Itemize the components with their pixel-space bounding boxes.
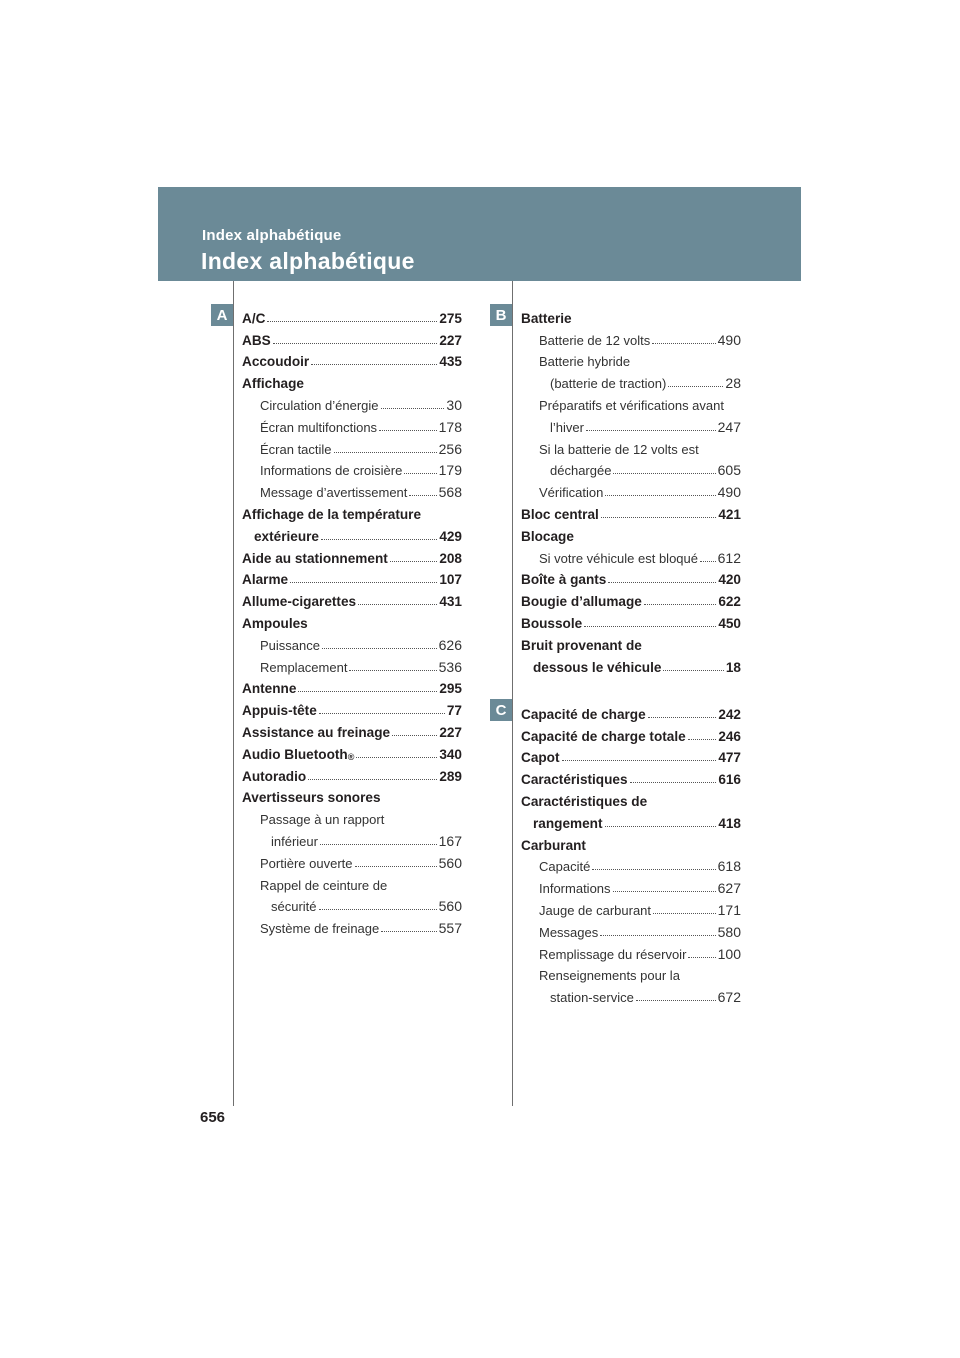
- registered-mark: ®: [347, 751, 355, 762]
- index-entry-page: 30: [446, 396, 462, 413]
- dot-leader: [562, 760, 717, 761]
- index-entry-label: Renseignements pour la: [539, 968, 680, 984]
- index-entry-label: Affichage: [242, 376, 304, 392]
- page-number: 656: [200, 1109, 226, 1126]
- index-entry-label: Circulation d’énergie: [260, 397, 379, 413]
- index-entry-label: Appuis-tête: [242, 703, 317, 719]
- index-entry-label: Capot: [521, 750, 560, 766]
- index-entry: [242, 762, 462, 784]
- index-entry: [521, 896, 741, 918]
- dot-leader: [308, 779, 437, 780]
- index-entry-label: Capacité: [539, 859, 591, 875]
- dot-leader: [648, 717, 717, 718]
- index-entry: [521, 369, 741, 391]
- dot-leader: [334, 452, 437, 453]
- index-entry: [242, 566, 462, 588]
- dot-leader: [592, 869, 715, 870]
- dot-leader: [584, 626, 716, 627]
- index-entry: [521, 962, 741, 984]
- index-entry-page: 431: [439, 594, 462, 610]
- index-entry-page: 622: [718, 594, 741, 610]
- dot-leader: [605, 826, 717, 827]
- dot-leader: [613, 473, 715, 474]
- index-entry: [521, 544, 741, 566]
- index-entry-page: 672: [717, 989, 741, 1006]
- index-entry-label: déchargée: [550, 463, 612, 479]
- header-title: Index alphabétique: [201, 248, 415, 274]
- index-entry-label: Messages: [539, 924, 599, 940]
- index-entry-label: Assistance au freinage: [242, 724, 391, 740]
- dot-leader: [668, 386, 723, 387]
- index-entry-page: 242: [718, 706, 741, 722]
- index-entry: [242, 326, 462, 348]
- index-entry: [242, 675, 462, 697]
- index-entry-label: Remplissage du réservoir: [539, 946, 687, 962]
- index-entry-label: Bougie d’allumage: [521, 594, 642, 610]
- index-entry-page: 77: [446, 703, 462, 719]
- index-entry: [521, 874, 741, 896]
- index-entry-label: Batterie hybride: [539, 354, 631, 370]
- index-entry-page: 28: [725, 375, 741, 392]
- index-entry: [242, 500, 462, 522]
- index-entry-page: 429: [439, 528, 462, 544]
- index-entry-page: 605: [717, 462, 741, 479]
- dot-leader: [290, 582, 437, 583]
- index-entry-page: 289: [439, 768, 462, 784]
- index-entry-page: 490: [717, 484, 741, 501]
- dot-leader: [319, 713, 445, 714]
- dot-leader: [320, 844, 437, 845]
- index-entry-label: Si votre véhicule est bloqué: [539, 550, 698, 566]
- index-entry: [521, 326, 741, 348]
- index-entry-page: 450: [718, 615, 741, 631]
- index-entry-label: Ampoules: [242, 615, 308, 631]
- index-entry-page: 616: [718, 772, 741, 788]
- index-entry-label: Informations de croisière: [260, 463, 403, 479]
- index-entry-page: 227: [439, 724, 462, 740]
- index-entry-page: 227: [439, 332, 462, 348]
- index-entry-label: l’hiver: [550, 419, 584, 435]
- dot-leader: [379, 430, 437, 431]
- index-entry-page: 490: [717, 331, 741, 348]
- dot-leader: [608, 582, 716, 583]
- index-entry-label: Audio Bluetooth: [242, 746, 348, 762]
- dot-leader: [319, 909, 437, 910]
- index-entry-page: 275: [439, 310, 462, 326]
- index-entry: [521, 457, 741, 479]
- index-entry-label: Caractéristiques de: [521, 793, 648, 809]
- dot-leader: [349, 670, 436, 671]
- section-letter-a: A: [211, 304, 233, 326]
- index-entry-page: 435: [439, 354, 462, 370]
- index-entry-label: inférieur: [271, 833, 318, 849]
- dot-leader: [613, 891, 716, 892]
- index-entry-label: Autoradio: [242, 768, 307, 784]
- index-entry-label: Capacité de charge: [521, 706, 646, 722]
- dot-leader: [644, 604, 716, 605]
- index-entry: [242, 805, 462, 827]
- index-entry-label: Antenne: [242, 681, 297, 697]
- index-entry-page: 256: [438, 440, 462, 457]
- index-entry: [521, 413, 741, 435]
- index-column-c: [521, 700, 741, 1005]
- index-entry: [242, 784, 462, 806]
- index-entry-label: Capacité de charge totale: [521, 728, 686, 744]
- index-entry-label: Informations: [539, 881, 611, 897]
- index-entry: [521, 983, 741, 1005]
- index-entry-label: Alarme: [242, 572, 289, 588]
- index-column-a: [242, 304, 462, 936]
- dot-leader: [652, 343, 715, 344]
- section-letter-c: C: [490, 699, 512, 721]
- index-entry-label: Aide au stationnement: [242, 550, 388, 566]
- index-entry-page: 18: [725, 659, 741, 675]
- dot-leader: [586, 430, 716, 431]
- dot-leader: [390, 561, 438, 562]
- dot-leader: [636, 1000, 716, 1001]
- index-entry: [521, 522, 741, 544]
- page-header: [158, 187, 801, 281]
- index-entry-label: Remplacement: [260, 659, 348, 675]
- index-entry: [242, 391, 462, 413]
- index-entry: [521, 809, 741, 831]
- dot-leader: [601, 517, 717, 518]
- dot-leader: [267, 321, 437, 322]
- index-entry: [521, 631, 741, 653]
- index-entry: [521, 587, 741, 609]
- index-entry-page: 295: [439, 681, 462, 697]
- column-divider: [512, 281, 513, 1106]
- index-entry: [521, 700, 741, 722]
- dot-leader: [298, 691, 437, 692]
- dot-leader: [605, 495, 715, 496]
- index-entry-label: Passage à un rapport: [260, 812, 385, 828]
- index-entry-label: Affichage de la température: [242, 506, 422, 522]
- index-entry-label: Allume-cigarettes: [242, 594, 357, 610]
- index-entry: [242, 718, 462, 740]
- index-entry: [521, 744, 741, 766]
- index-entry-page: 178: [438, 418, 462, 435]
- index-entry-page: 246: [718, 728, 741, 744]
- index-entry-page: 477: [718, 750, 741, 766]
- index-entry: [521, 500, 741, 522]
- index-entry-label: Blocage: [521, 528, 574, 544]
- index-entry-label: Portière ouverte: [260, 855, 353, 871]
- index-entry-label: dessous le véhicule: [533, 659, 662, 675]
- dot-leader: [311, 364, 437, 365]
- index-entry: [521, 653, 741, 675]
- index-entry-page: 247: [717, 418, 741, 435]
- index-entry-page: 421: [718, 506, 741, 522]
- dot-leader: [273, 343, 438, 344]
- dot-leader: [356, 757, 437, 758]
- index-entry: [521, 566, 741, 588]
- dot-leader: [321, 539, 437, 540]
- index-entry-page: 171: [717, 901, 741, 918]
- index-entry-label: Batterie de 12 volts: [539, 332, 651, 348]
- dot-leader: [600, 935, 715, 936]
- index-entry-page: 618: [717, 858, 741, 875]
- dot-leader: [409, 495, 436, 496]
- header-subtitle: Index alphabétique: [202, 227, 342, 244]
- dot-leader: [381, 931, 436, 932]
- index-entry: [242, 827, 462, 849]
- index-entry-label: rangement: [533, 815, 603, 831]
- index-entry: [521, 831, 741, 853]
- index-entry-label: Batterie: [521, 310, 572, 326]
- index-entry: [521, 765, 741, 787]
- index-entry-label: Écran tactile: [260, 441, 332, 457]
- index-entry-label: Écran multifonctions: [260, 419, 378, 435]
- index-entry-page: 560: [438, 854, 462, 871]
- index-entry-page: 179: [438, 462, 462, 479]
- index-entry-page: 626: [438, 636, 462, 653]
- index-entry: [242, 893, 462, 915]
- index-entry-page: 536: [438, 658, 462, 675]
- index-entry: [521, 609, 741, 631]
- index-entry-label: Carburant: [521, 837, 586, 853]
- index-entry-page: 167: [438, 832, 462, 849]
- index-entry: [521, 435, 741, 457]
- index-entry-label: A/C: [242, 310, 266, 326]
- index-entry: [242, 522, 462, 544]
- index-entry-label: Vérification: [539, 485, 604, 501]
- dot-leader: [653, 913, 716, 914]
- dot-leader: [700, 561, 716, 562]
- dot-leader: [404, 473, 436, 474]
- index-entry: [242, 413, 462, 435]
- index-entry-label: station-service: [550, 990, 634, 1006]
- index-entry-page: 568: [438, 484, 462, 501]
- index-entry: [521, 391, 741, 413]
- dot-leader: [381, 408, 445, 409]
- index-entry-label: Boussole: [521, 615, 583, 631]
- index-entry: [242, 631, 462, 653]
- dot-leader: [688, 739, 717, 740]
- index-entry-label: sécurité: [271, 899, 317, 915]
- index-entry-label: Avertisseurs sonores: [242, 790, 381, 806]
- index-entry: [521, 787, 741, 809]
- dot-leader: [355, 866, 437, 867]
- index-entry-page: 580: [717, 923, 741, 940]
- index-entry-label: extérieure: [254, 528, 319, 544]
- index-entry: [521, 940, 741, 962]
- index-entry-label: Bruit provenant de: [521, 637, 642, 653]
- index-entry: [242, 849, 462, 871]
- index-entry-label: Message d’avertissement: [260, 485, 408, 501]
- index-entry: [521, 478, 741, 500]
- dot-leader: [358, 604, 437, 605]
- dot-leader: [688, 957, 715, 958]
- index-entry-page: 627: [717, 880, 741, 897]
- index-entry: [242, 653, 462, 675]
- index-entry: [242, 478, 462, 500]
- index-entry: [242, 871, 462, 893]
- index-entry: [242, 609, 462, 631]
- index-entry: [242, 457, 462, 479]
- index-entry: [521, 722, 741, 744]
- index-entry: [242, 587, 462, 609]
- index-entry: [521, 918, 741, 940]
- dot-leader: [322, 648, 437, 649]
- index-entry-label: Puissance: [260, 637, 320, 653]
- column-divider: [233, 281, 234, 1106]
- index-entry: [521, 853, 741, 875]
- index-entry: [242, 696, 462, 718]
- index-entry: [242, 544, 462, 566]
- index-entry: [242, 348, 462, 370]
- index-entry: [521, 348, 741, 370]
- index-entry: [242, 914, 462, 936]
- dot-leader: [663, 670, 723, 671]
- index-entry: [521, 304, 741, 326]
- index-entry-label: Système de freinage: [260, 921, 380, 937]
- index-entry-page: 418: [718, 815, 741, 831]
- index-entry-label: Caractéristiques: [521, 772, 628, 788]
- index-entry-label: (batterie de traction): [550, 376, 667, 392]
- index-entry-page: 557: [438, 920, 462, 937]
- index-entry-label: Rappel de ceinture de: [260, 877, 388, 893]
- index-entry-page: 420: [718, 572, 741, 588]
- index-entry: [242, 740, 462, 762]
- index-entry: [242, 435, 462, 457]
- index-entry: [242, 304, 462, 326]
- index-entry-page: 340: [439, 746, 462, 762]
- index-entry-label: Préparatifs et vérifications avant: [539, 397, 724, 413]
- index-column-b: [521, 304, 741, 675]
- index-entry-page: 100: [717, 945, 741, 962]
- dot-leader: [392, 735, 437, 736]
- index-entry: [242, 369, 462, 391]
- index-entry-page: 560: [438, 898, 462, 915]
- index-entry-page: 208: [439, 550, 462, 566]
- index-entry-label: Boîte à gants: [521, 572, 607, 588]
- index-entry-page: 107: [439, 572, 462, 588]
- index-entry-page: 612: [717, 549, 741, 566]
- index-entry-label: Bloc central: [521, 506, 599, 522]
- section-letter-b: B: [490, 304, 512, 326]
- index-entry-label: Si la batterie de 12 volts est: [539, 441, 699, 457]
- index-entry-label: ABS: [242, 332, 271, 348]
- index-entry-label: Jauge de carburant: [539, 902, 652, 918]
- dot-leader: [630, 782, 717, 783]
- index-entry-label: Accoudoir: [242, 354, 310, 370]
